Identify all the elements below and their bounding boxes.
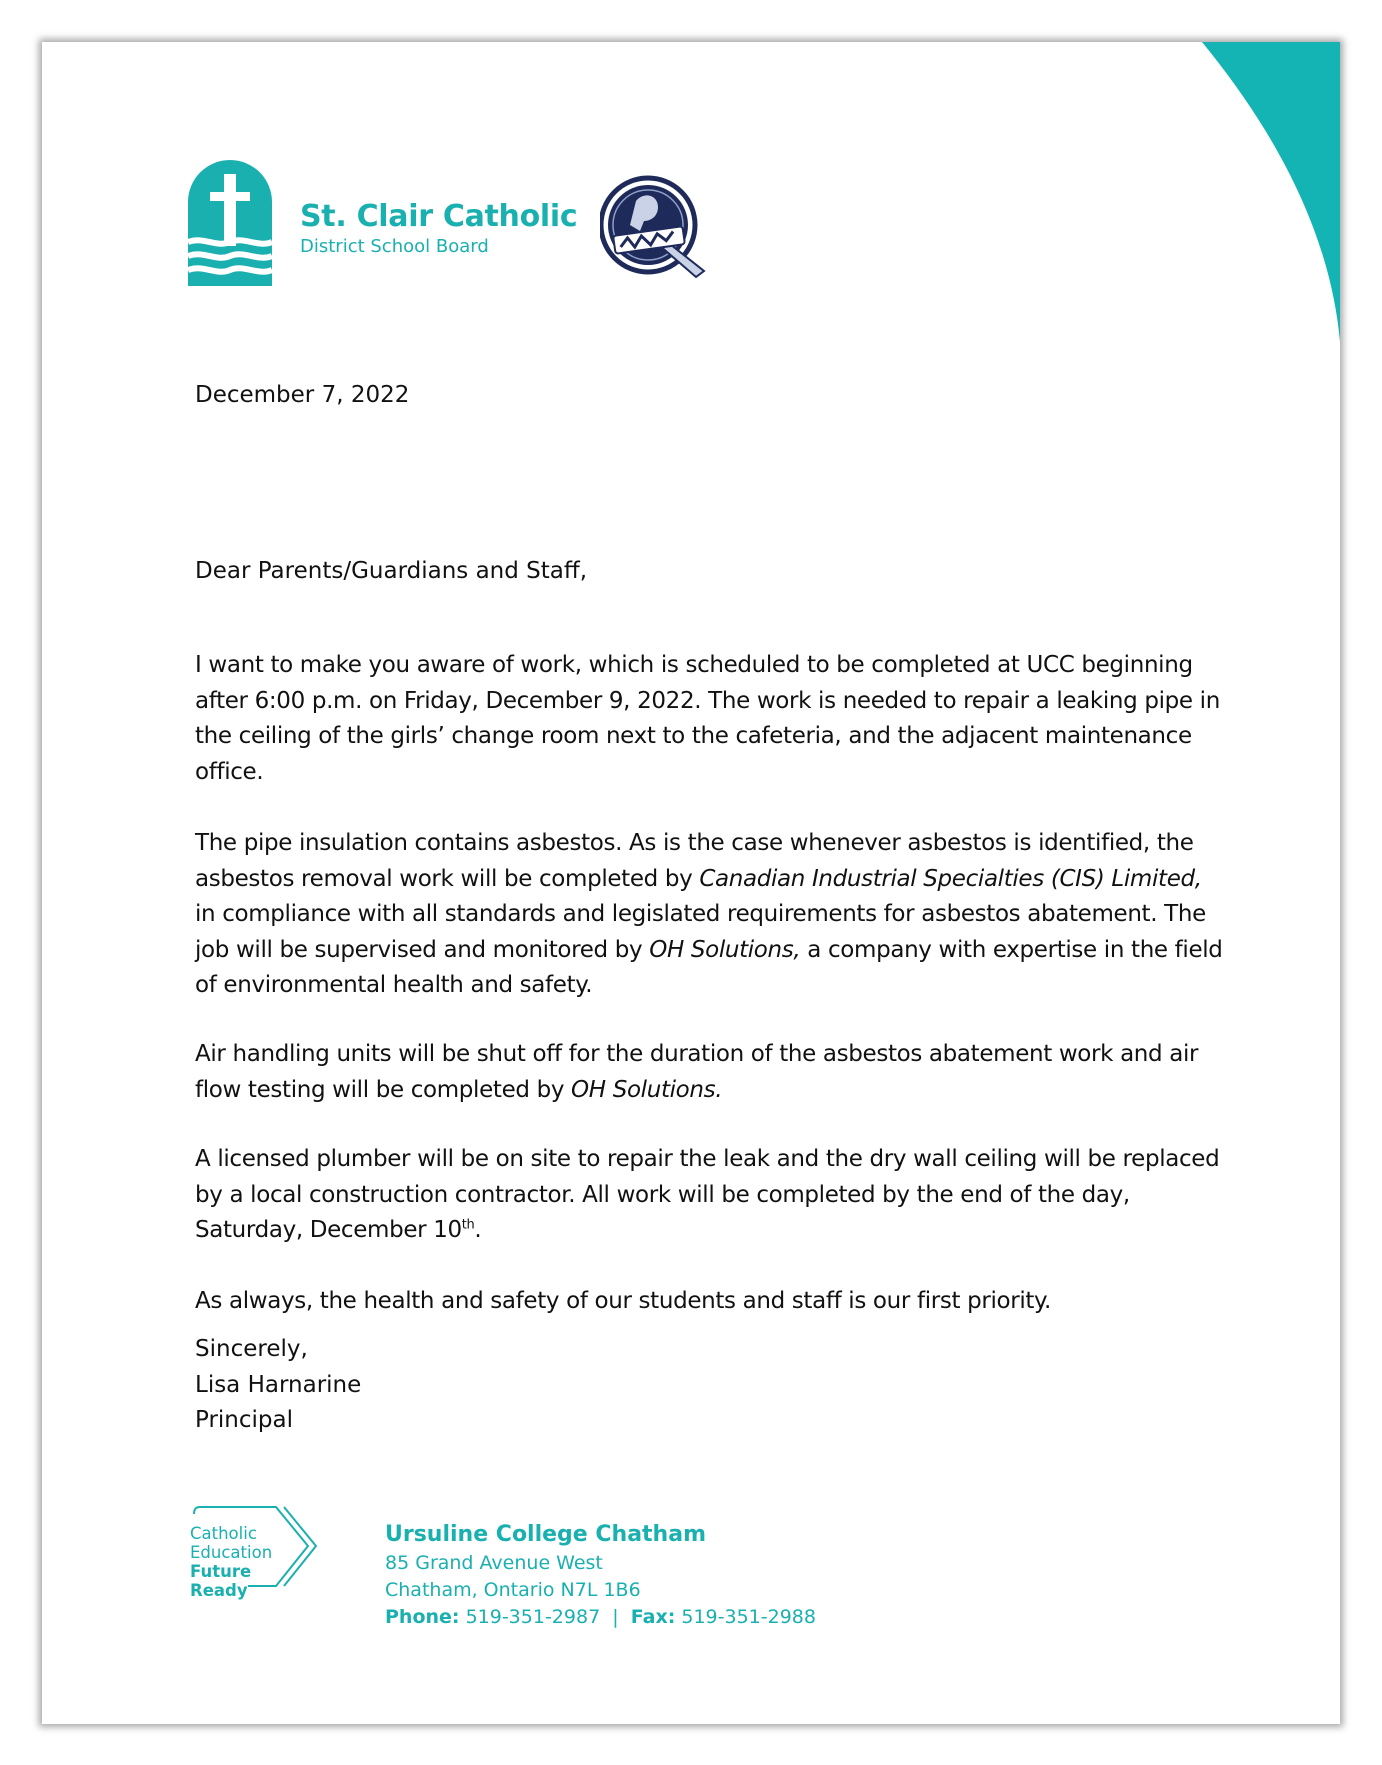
contractor-name: Canadian Industrial Specialties (CIS) Limited,	[699, 865, 1202, 892]
footer-address-block	[385, 1520, 816, 1631]
air-testing-monitor-name: OH Solutions.	[571, 1076, 723, 1103]
phone-label: Phone:	[385, 1606, 460, 1628]
paragraph-priority: As always, the health and safety of our students and staff is our first priority.	[195, 1288, 1051, 1314]
tagline-word-4: Ready	[190, 1581, 248, 1600]
paragraph-plumber-end: .	[474, 1217, 482, 1243]
letter-date: December 7, 2022	[195, 382, 410, 408]
letter-page	[42, 42, 1340, 1724]
closing-word: Sincerely,	[195, 1336, 308, 1362]
footer-address-line1: 85 Grand Avenue West	[385, 1552, 603, 1574]
lancers-crest-icon	[600, 173, 718, 281]
tagline-word-3: Future	[190, 1562, 252, 1581]
paragraph-asbestos	[195, 826, 1225, 1004]
ordinal-suffix: th	[461, 1217, 475, 1233]
footer-contact-line	[385, 1604, 816, 1631]
letter-salutation: Dear Parents/Guardians and Staff,	[195, 558, 588, 584]
board-name	[300, 199, 577, 259]
paragraph-plumber-text: A licensed plumber will be on site to repair the leak and the dry wall ceiling will be replaced by a local construction contractor. All work will be completed by the end of the day, Saturday, December 10	[195, 1146, 1220, 1243]
contact-separator: |	[612, 1606, 619, 1628]
footer-address-line2: Chatham, Ontario N7L 1B6	[385, 1579, 641, 1601]
paragraph-asbestos-part-b: in compliance with all standards and legislated requirements for asbestos abatement. The job will be supervised and monitored by	[195, 901, 1206, 963]
monitor-name: OH Solutions,	[649, 936, 801, 963]
tagline-word-2: Education	[190, 1543, 273, 1562]
paragraph-air-handling-text: Air handling units will be shut off for the duration of the asbestos abatement work and air flow testing will be completed by	[195, 1041, 1199, 1103]
paragraph-asbestos-part-c: a company with expertise in the field of environmental health and safety.	[195, 936, 1223, 998]
fax-label: Fax:	[630, 1606, 676, 1628]
signer-name: Lisa Harnarine	[195, 1371, 362, 1398]
paragraph-work-notice: I want to make you aware of work, which is scheduled to be completed at UCC beginning after 6:00 p.m. on Friday, December 9, 2022. The work is needed to repair a leaking pipe in the ceiling of the girls’ change room next to the cafeteria, and the adjacent maintenance office.	[195, 652, 1220, 785]
phone-number: 519-351-2987	[465, 1606, 601, 1628]
st-clair-catholic-logo-icon	[188, 160, 282, 286]
paragraph-plumber	[195, 1142, 1225, 1249]
paragraph-asbestos-part-a: The pipe insulation contains asbestos. As is the case whenever asbestos is identified, the asbestos removal work will be completed by	[195, 830, 1194, 892]
board-name-line2: District School Board	[300, 236, 489, 257]
signer-title: Principal	[195, 1407, 294, 1433]
cefr-tagline	[190, 1524, 272, 1600]
board-name-line1: St. Clair Catholic	[300, 199, 578, 234]
footer-school-name: Ursuline College Chatham	[385, 1522, 706, 1547]
paragraph-air-handling	[195, 1037, 1225, 1108]
tagline-word-1: Catholic	[190, 1524, 257, 1543]
fax-number: 519-351-2988	[681, 1606, 816, 1628]
letter-closing	[195, 1332, 361, 1439]
